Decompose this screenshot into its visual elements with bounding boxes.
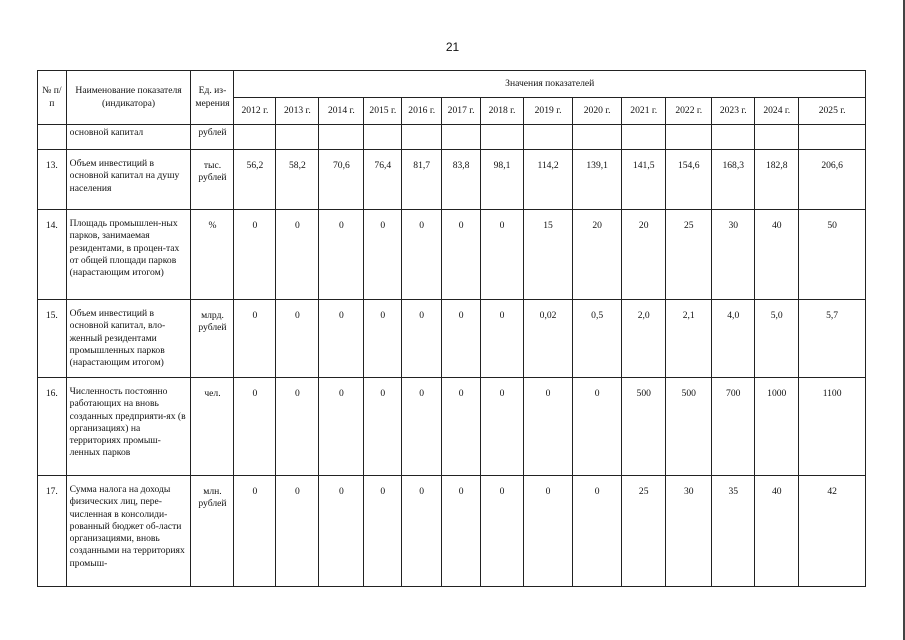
value-cell: 0: [442, 476, 481, 587]
table-row: [38, 476, 866, 587]
value-cell: 0: [402, 476, 442, 587]
value-cell: 154,6: [666, 150, 712, 210]
table-row: [38, 300, 866, 378]
indicator-unit: млн. рублей: [191, 476, 234, 587]
indicator-unit: тыс. рублей: [191, 150, 234, 210]
value-cell: 56,2: [234, 150, 276, 210]
cont-value-cell: [402, 125, 442, 150]
indicator-name: Объем инвестиций в основной капитал на душу населения: [66, 150, 191, 210]
value-cell: 0: [402, 300, 442, 378]
value-cell: 0: [573, 378, 622, 476]
value-cell: 114,2: [524, 150, 573, 210]
value-cell: 0,5: [573, 300, 622, 378]
value-cell: 0: [364, 378, 402, 476]
value-cell: 76,4: [364, 150, 402, 210]
value-cell: 5,0: [755, 300, 799, 378]
value-cell: 0: [442, 300, 481, 378]
row-index: 13.: [38, 150, 67, 210]
value-cell: 0: [364, 300, 402, 378]
cont-unit: рублей: [191, 125, 234, 150]
indicator-unit: чел.: [191, 378, 234, 476]
value-cell: 0: [481, 210, 524, 300]
header-year: 2025 г.: [799, 98, 866, 125]
cont-value-cell: [573, 125, 622, 150]
value-cell: 0: [319, 378, 364, 476]
header-year: 2014 г.: [319, 98, 364, 125]
value-cell: 98,1: [481, 150, 524, 210]
value-cell: 0: [319, 300, 364, 378]
value-cell: 0: [276, 476, 319, 587]
value-cell: 35: [712, 476, 755, 587]
value-cell: 139,1: [573, 150, 622, 210]
value-cell: 83,8: [442, 150, 481, 210]
value-cell: 0: [524, 378, 573, 476]
value-cell: 0: [364, 210, 402, 300]
value-cell: 0: [276, 300, 319, 378]
value-cell: 25: [622, 476, 666, 587]
cont-value-cell: [666, 125, 712, 150]
value-cell: 58,2: [276, 150, 319, 210]
header-year: 2017 г.: [442, 98, 481, 125]
value-cell: 0: [481, 378, 524, 476]
value-cell: 1100: [799, 378, 866, 476]
value-cell: 15: [524, 210, 573, 300]
row-index: 14.: [38, 210, 67, 300]
cont-value-cell: [755, 125, 799, 150]
cont-value-cell: [442, 125, 481, 150]
header-name: Наименование показателя (индикатора): [66, 71, 191, 125]
indicator-name: Объем инвестиций в основной капитал, вло-женный резидентами промышленных парков (нарастающим итогом): [66, 300, 191, 378]
value-cell: 30: [712, 210, 755, 300]
value-cell: 0: [524, 476, 573, 587]
value-cell: 0: [234, 476, 276, 587]
value-cell: 1000: [755, 378, 799, 476]
header-year: 2012 г.: [234, 98, 276, 125]
value-cell: 0: [276, 378, 319, 476]
value-cell: 0: [573, 476, 622, 587]
row-index: 15.: [38, 300, 67, 378]
value-cell: 0: [481, 300, 524, 378]
header-num: № п/п: [38, 71, 67, 125]
value-cell: 141,5: [622, 150, 666, 210]
value-cell: 50: [799, 210, 866, 300]
cont-value-cell: [622, 125, 666, 150]
value-cell: 42: [799, 476, 866, 587]
value-cell: 70,6: [319, 150, 364, 210]
indicator-name: Численность постоянно работающих на вновь созданных предприяти-ях (в организациях) на территориях промыш-ленных парков: [66, 378, 191, 476]
cont-value-cell: [481, 125, 524, 150]
header-unit: Ед. из-мерения: [191, 71, 234, 125]
header-year: 2018 г.: [481, 98, 524, 125]
cont-value-cell: [364, 125, 402, 150]
indicator-unit: %: [191, 210, 234, 300]
cont-value-cell: [234, 125, 276, 150]
value-cell: 0: [234, 378, 276, 476]
header-year: 2019 г.: [524, 98, 573, 125]
value-cell: 2,0: [622, 300, 666, 378]
value-cell: 0,02: [524, 300, 573, 378]
cont-value-cell: [276, 125, 319, 150]
table-row: [38, 378, 866, 476]
value-cell: 500: [666, 378, 712, 476]
header-year: 2016 г.: [402, 98, 442, 125]
value-cell: 81,7: [402, 150, 442, 210]
value-cell: 500: [622, 378, 666, 476]
value-cell: 40: [755, 210, 799, 300]
table-row: [38, 210, 866, 300]
value-cell: 20: [622, 210, 666, 300]
cont-num: [38, 125, 67, 150]
value-cell: 4,0: [712, 300, 755, 378]
value-cell: 168,3: [712, 150, 755, 210]
value-cell: 0: [234, 210, 276, 300]
row-index: 17.: [38, 476, 67, 587]
row-index: 16.: [38, 378, 67, 476]
indicators-table: [37, 70, 866, 587]
value-cell: 0: [442, 378, 481, 476]
header-year: 2021 г.: [622, 98, 666, 125]
page-number: 21: [445, 40, 460, 54]
value-cell: 0: [319, 476, 364, 587]
value-cell: 20: [573, 210, 622, 300]
header-values-group: Значения показателей: [234, 71, 866, 98]
value-cell: 30: [666, 476, 712, 587]
header-year: 2013 г.: [276, 98, 319, 125]
value-cell: 0: [402, 378, 442, 476]
value-cell: 0: [319, 210, 364, 300]
value-cell: 0: [481, 476, 524, 587]
cont-value-cell: [712, 125, 755, 150]
indicator-name: Площадь промышлен-ных парков, занимаемая резидентами, в процен-тах от общей площади парков (нарастающим итогом): [66, 210, 191, 300]
cont-value-cell: [319, 125, 364, 150]
table-row: [38, 150, 866, 210]
value-cell: 0: [364, 476, 402, 587]
value-cell: 25: [666, 210, 712, 300]
header-year: 2023 г.: [712, 98, 755, 125]
header-year: 2024 г.: [755, 98, 799, 125]
cont-value-cell: [799, 125, 866, 150]
value-cell: 0: [276, 210, 319, 300]
value-cell: 206,6: [799, 150, 866, 210]
cont-name: основной капитал: [66, 125, 191, 150]
indicator-unit: млрд. рублей: [191, 300, 234, 378]
value-cell: 700: [712, 378, 755, 476]
value-cell: 40: [755, 476, 799, 587]
value-cell: 182,8: [755, 150, 799, 210]
header-year: 2022 г.: [666, 98, 712, 125]
header-year: 2015 г.: [364, 98, 402, 125]
value-cell: 0: [442, 210, 481, 300]
value-cell: 2,1: [666, 300, 712, 378]
value-cell: 0: [234, 300, 276, 378]
cont-value-cell: [524, 125, 573, 150]
header-year: 2020 г.: [573, 98, 622, 125]
value-cell: 0: [402, 210, 442, 300]
value-cell: 5,7: [799, 300, 866, 378]
indicator-name: Сумма налога на доходы физических лиц, пере-численная в консолиди-рованный бюджет об-ласти организациями, вновь созданными на территориях промыш-: [66, 476, 191, 587]
